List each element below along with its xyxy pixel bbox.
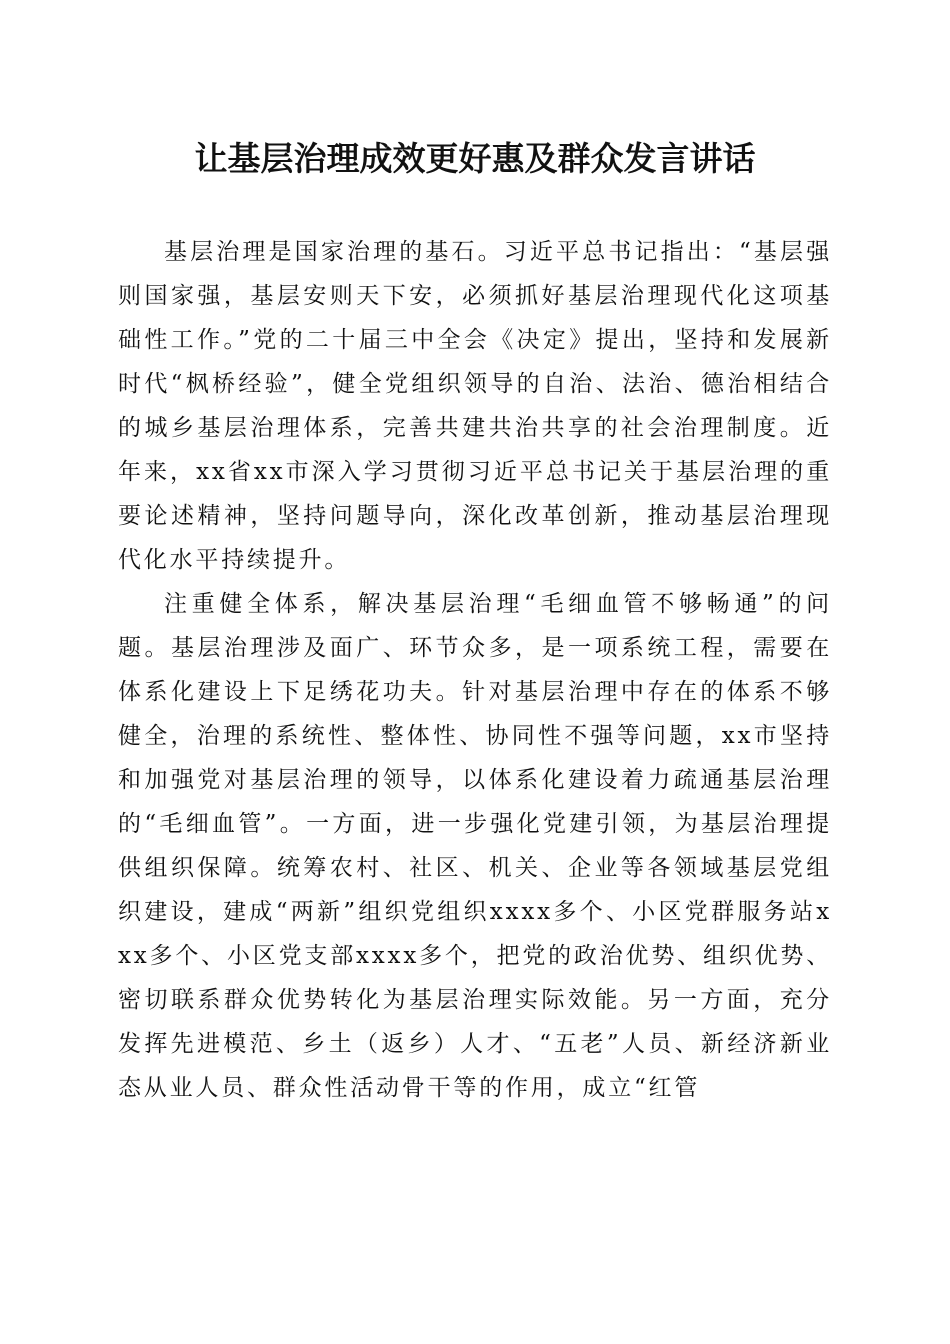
- paragraph-intro: 基层治理是国家治理的基石。习近平总书记指出：“基层强则国家强，基层安则天下安，必须抓好基层治理现代化这项基础性工作。”党的二十届三中全会《决定》提出，坚持和发展新时代“枫桥经验”，健全党组织领导的自治、法治、德治相结合的城乡基层治理体系，完善共建共治共享的社会治理制度。近年来，xx省xx市深入学习贯彻习近平总书记关于基层治理的重要论述精神，坚持问题导向，深化改革创新，推动基层治理现代化水平持续提升。: [118, 239, 832, 573]
- document-title: 让基层治理成效更好惠及群众发言讲话: [194, 139, 756, 178]
- document-body: [118, 230, 832, 1110]
- paragraph-system: 注重健全体系，解决基层治理“毛细血管不够畅通”的问题。基层治理涉及面广、环节众多，是一项系统工程，需要在体系化建设上下足绣花功夫。针对基层治理中存在的体系不够健全，治理的系统性、整体性、协同性不强等问题，xx市坚持和加强党对基层治理的领导，以体系化建设着力疏通基层治理的“毛细血管”。一方面，进一步强化党建引领，为基层治理提供组织保障。统筹农村、社区、机关、企业等各领域基层党组织建设，建成“两新”组织党组织xxxx多个、小区党群服务站xxx多个、小区党支部xxxx多个，把党的政治优势、组织优势、密切联系群众优势转化为基层治理实际效能。另一方面，充分发挥先进模范、乡土（返乡）人才、“五老”人员、新经济新业态从业人员、群众性活动骨干等的作用，成立“红管: [118, 591, 832, 1101]
